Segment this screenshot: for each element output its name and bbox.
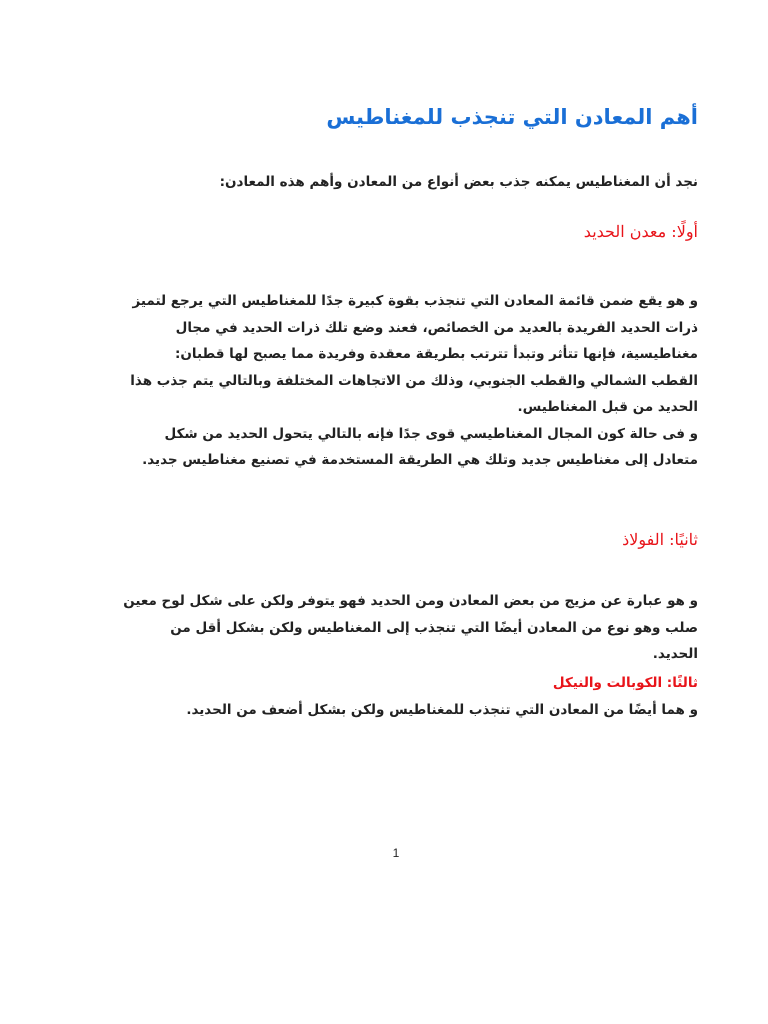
body-line: و هما أيضًا من المعادن التي تنجذب للمغناطيس ولكن بشكل أضعف من الحديد. (186, 702, 698, 718)
body-line: متعادل إلى مغناطيس جديد وتلك هي الطريقة المستخدمة في تصنيع مغناطيس جديد. (142, 452, 698, 468)
section-body-iron (88, 288, 698, 474)
body-line: صلب وهو نوع من المعادن أيضًا التي تنجذب إلى المغناطيس ولكن بشكل أقل من (170, 619, 698, 636)
body-line: القطب الشمالي والقطب الجنوبي، وذلك من الاتجاهات المختلفة وبالتالي يتم جذب هذا (130, 372, 698, 389)
body-line: الحديد. (652, 646, 698, 662)
document-title: أهم المعادن التي تنجذب للمغناطيس (326, 105, 698, 129)
section-body-steel (88, 588, 698, 668)
body-line: و هو عبارة عن مزيج من بعض المعادن ومن الحديد فهو يتوفر ولكن على شكل لوح معين (123, 593, 698, 609)
section-heading-cobalt-nickel: ثالثًا: الكوبالت والنيكل (552, 675, 698, 691)
body-line: الحديد من قبل المغناطيس. (517, 399, 698, 415)
body-line: ذرات الحديد الفريدة بالعديد من الخصائص، فعند وضع تلك ذرات الحديد في مجال (175, 319, 698, 336)
body-line: و فى حالة كون المجال المغناطيسي قوى جدًا فإنه بالتالي يتحول الحديد من شكل (164, 425, 698, 442)
body-line: و هو يقع ضمن قائمة المعادن التي تنجذب بقوة كبيرة جدًا للمغناطيس التي يرجع لتميز (132, 293, 698, 309)
intro-paragraph: نجد أن المغناطيس يمكنه جذب بعض أنواع من المعادن وأهم هذه المعادن: (219, 174, 698, 190)
section-heading-iron: أولًا: معدن الحديد (583, 222, 698, 241)
section-body-cobalt-nickel (88, 697, 698, 723)
page-number: 1 (392, 846, 400, 860)
section-heading-steel: ثانيًا: الفولاذ (622, 530, 698, 549)
body-line: مغناطيسية، فإنها تتأثر وتبدأ تترتب بطريقة معقدة وفريدة مما يصبح لها قطبان: (174, 346, 698, 362)
